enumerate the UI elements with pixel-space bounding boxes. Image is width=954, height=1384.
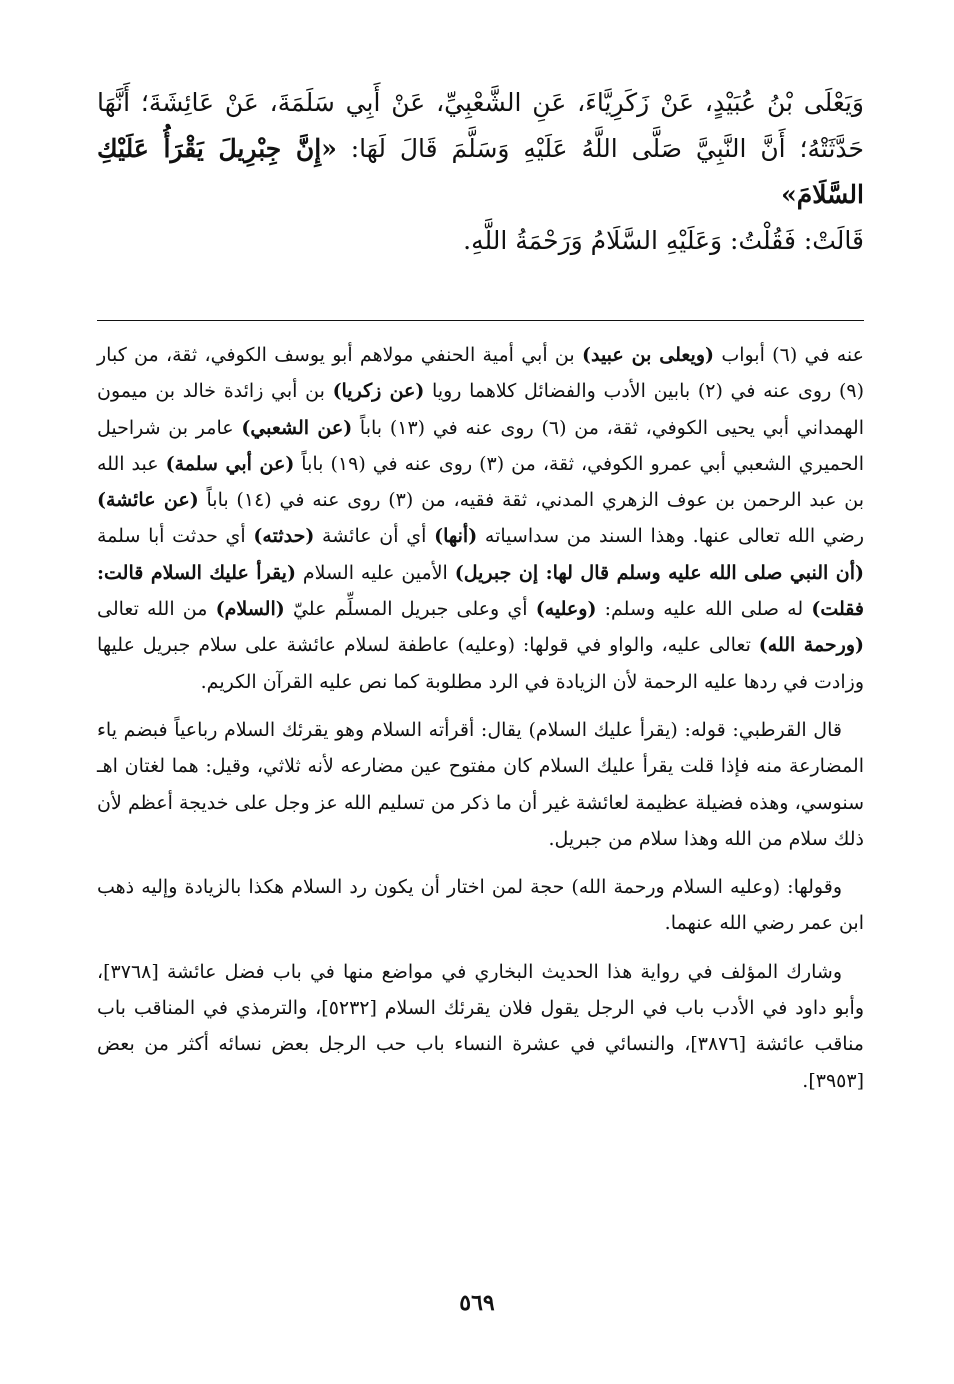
- hadith-quote: «إِنَّ جِبْرِيلَ يَقْرَأُ عَلَيْكِ السَّلَامَ»: [97, 134, 864, 209]
- text-run: تعالى عليه، والواو في قولها: (وعليه) عاطفة لسلام عائشة على سلام جبريل عليها وزادت في ردها عليه الرحمة لأن الزيادة في الرد مطلوبة كما نص عليه القرآن الكريم.: [97, 634, 864, 693]
- hadith-text: [97, 80, 864, 264]
- text-run: أي أن عائشة: [314, 525, 435, 548]
- footnote-divider: [97, 320, 864, 321]
- bold-term: (السلام): [215, 598, 285, 621]
- bold-term: (أنها): [434, 525, 478, 548]
- hadith-line: [97, 126, 864, 218]
- commentary-paragraph: وشارك المؤلف في رواية هذا الحديث البخاري في مواضع منها في باب فضل عائشة [٣٧٦٨]، وأبو داود في الأدب باب في الرجل يقول فلان يقرئك السلام [٥٢٣٢]، والترمذي في المناقب باب مناقب عائشة [٣٨٧٦]، والنسائي في عشرة النساء باب حب الرجل بعض نسائه أكثر من بعض [٣٩٥٣].: [97, 960, 864, 1092]
- commentary-paragraph: [97, 337, 864, 700]
- text-run: أي وعلى جبريل المسلِّم عليّ: [284, 598, 536, 621]
- text-run: رضي الله تعالى عنها. وهذا السند من سداسياته: [477, 525, 864, 548]
- commentary-paragraph: وقولها: (وعليه السلام ورحمة الله) حجة لمن اختار أن يكون رد السلام هكذا بالزيادة وإليه ذهب ابن عمر رضي الله عنهما.: [97, 876, 864, 935]
- bold-term: (حدثته): [253, 525, 315, 548]
- bold-term: (ورحمة الله): [758, 634, 864, 657]
- bold-term: (وعليه): [535, 598, 597, 621]
- text-run: عنه في (٦) أبواب: [714, 344, 865, 366]
- text-run: من الله تعالى: [97, 598, 216, 621]
- bold-term: (عن عائشة): [97, 489, 199, 512]
- commentary-paragraph: قال القرطبي: قوله: (يقرأ عليك السلام) يقال: أقرأته السلام وهو يقرئك السلام رباعياً فبضم ياء المضارعة منه فإذا قلت يقرأ عليك السلام كان مفتوح عين مضارعه لأنه ثلاثي، وقيل: هما لغتان اهـ سنوسي، وهذه فضيلة عظيمة لعائشة غير أن ما ذكر من تسليم الله عز وجل على خديجة أعظم لأن ذلك سلام من الله وهذا سلام من جبريل.: [97, 718, 864, 850]
- page-body: [97, 80, 864, 1099]
- commentary: [97, 337, 864, 1099]
- bold-term: (يقرأ عليك السلام قالت: فقلت): [97, 561, 864, 621]
- hadith-line-text: حَدَّثَتْهُ؛ أَنَّ النَّبِيَّ صَلَّى اللَّهُ عَلَيْهِ وَسَلَّمَ قَالَ لَهَا:: [336, 134, 864, 163]
- bold-term: (عن أبي سلمة): [165, 452, 295, 475]
- text-run: عامر بن شراحيل الحميري الشعبي أبي عمرو الكوفي، ثقة، من (٣) روى عنه في (١٩) باباً: [97, 416, 865, 475]
- bold-term: (ويعلى بن عبيد): [581, 344, 715, 366]
- page-number: ٥٦٩: [459, 1290, 495, 1316]
- text-run: أي حدثت أبا سلمة: [97, 525, 254, 548]
- text-run: عبد الله بن عبد الرحمن بن عوف الزهري المدني، ثقة فقيه، من (٣) روى عنه في (١٤) باباً: [97, 452, 864, 512]
- bold-term: (أن النبي صلى الله عليه وسلم قال لها: إن جبريل): [454, 561, 864, 584]
- hadith-line: قَالَتْ: فَقُلْتُ: وَعَلَيْهِ السَّلَامُ وَرَحْمَةُ اللَّهِ.: [463, 226, 864, 255]
- text-run: له صلى الله عليه وسلم:: [596, 598, 812, 621]
- text-run: بن أبي أمية الحنفي مولاهم أبو يوسف الكوفي، ثقة، من كبار (٩) روى عنه في (٢) بابين الأدب والفضائل كلاهما رويا: [97, 344, 864, 403]
- text-run: بن أبي زائدة خالد بن ميمون الهمداني أبي يحيى الكوفي، ثقة، من (٦) روى عنه في (١٣) باباً: [97, 380, 864, 439]
- hadith-line: وَيَعْلَى بْنُ عُبَيْدٍ، عَنْ زَكَرِيَّاءَ، عَنِ الشَّعْبِيِّ، عَنْ أَبِي سَلَمَةَ، عَنْ عَائِشَةَ؛ أَنَّهَا: [97, 88, 864, 117]
- text-run: الأمين عليه السلام: [295, 561, 455, 584]
- bold-term: (عن الشعبي): [241, 416, 353, 439]
- bold-term: (عن زكريا): [332, 380, 425, 403]
